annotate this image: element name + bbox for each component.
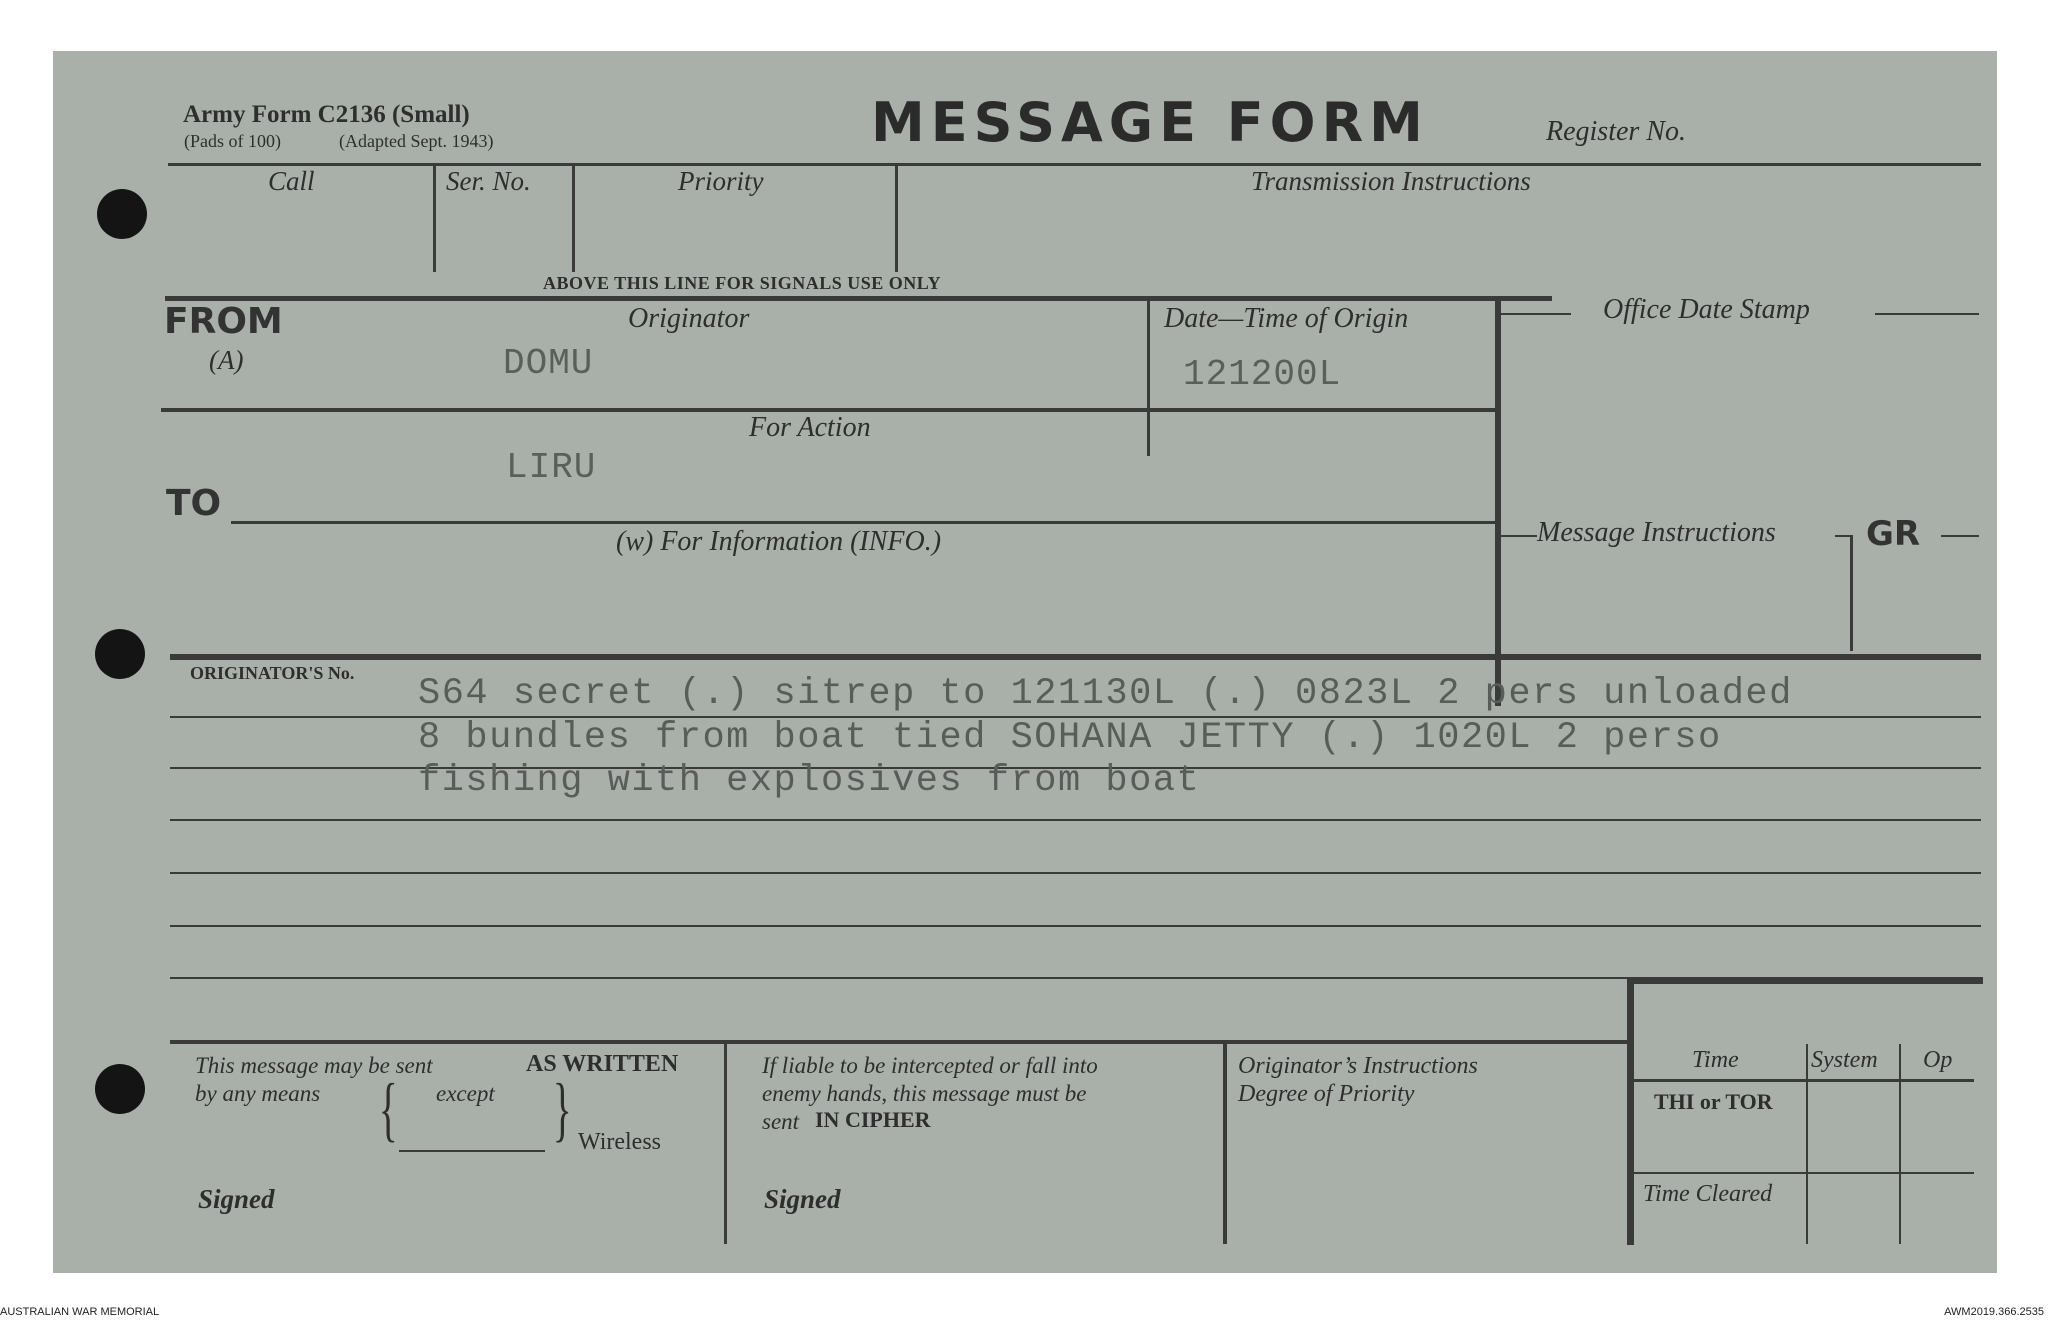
message-line-1: S64 secret (.) sitrep to 121130L (.) 0823L 2 pers unloaded [418,673,1793,715]
message-form-card [53,51,1997,1273]
except-label: except [436,1081,495,1106]
left-brace: { [378,1069,398,1149]
header-rule [168,163,1981,166]
office-stamp-rule-right [1875,313,1979,315]
except-blank-rule [399,1150,545,1152]
time-box-divider-1 [1806,1044,1808,1244]
originator-value: DOMU [503,343,594,384]
time-box-header-rule [1634,1079,1974,1082]
message-rule-5 [170,925,1981,927]
footer-left-credit: AUSTRALIAN WAR MEMORIAL [0,1306,160,1318]
sent-line-1-b: AS WRITTEN [526,1051,679,1077]
main-box-right-rule [1495,296,1501,706]
cipher-line-1: If liable to be intercepted or fall into [762,1053,1098,1078]
for-information-label: (w) For Information (INFO.) [616,526,942,557]
sent-line-1-a: This message may be sent [195,1053,433,1078]
time-box-left-rule [1627,977,1634,1245]
cipher-line-2: enemy hands, this message must be [762,1081,1087,1106]
gr-divider [1850,535,1853,651]
date-divider [1147,299,1150,456]
op-label: Op [1923,1047,1953,1073]
signed-label-1: Signed [198,1184,275,1214]
bottom-divider-2 [1223,1044,1227,1244]
sent-line-2: by any means [195,1081,321,1106]
office-stamp-rule-left [1501,313,1571,315]
from-sub-label: (A) [209,345,244,375]
date-time-value: 121200L [1183,354,1342,395]
main-box-top-rule [165,296,1552,301]
priority-label: Priority [678,166,764,196]
cipher-line-3-b: IN CIPHER [815,1107,931,1132]
wireless-label: Wireless [578,1129,662,1155]
signed-label-2: Signed [764,1184,841,1214]
for-action-label: For Action [749,412,871,443]
footer-right-accession: AWM2019.366.2535 [1944,1306,2044,1318]
originators-no-label: ORIGINATOR'S No. [190,663,355,683]
time-box-mid-rule [1634,1172,1974,1174]
gr-rule-left [1835,535,1851,537]
punch-hole-bottom [95,1064,145,1114]
originators-instructions-label: Originator’s Instructions [1238,1053,1478,1079]
thi-tor-label: THI or TOR [1654,1089,1773,1114]
message-instructions-rule-left [1501,535,1537,537]
signals-use-only-label: ABOVE THIS LINE FOR SIGNALS USE ONLY [543,273,942,293]
army-form-label: Army Form C2136 (Small) [183,101,470,128]
time-box-top-rule [1631,977,1983,984]
page-title: MESSAGE FORM [871,91,1429,154]
date-time-label: Date—Time of Origin [1164,303,1409,334]
gr-label: GR [1866,514,1921,554]
time-cleared-label: Time Cleared [1643,1181,1773,1207]
transmission-instructions-label: Transmission Instructions [1251,166,1531,196]
call-label: Call [268,166,315,196]
message-rule-4 [170,872,1981,874]
gr-rule-right [1941,535,1979,537]
to-rule [231,521,1496,524]
system-label: System [1811,1047,1878,1073]
message-instructions-label: Message Instructions [1537,517,1776,548]
bottom-divider-1 [724,1044,727,1244]
cipher-line-3-a: sent [762,1109,800,1134]
signals-divider-1 [433,166,436,272]
time-label: Time [1692,1047,1739,1073]
message-line-2: 8 bundles from boat tied SOHANA JETTY (.) 1020L 2 perso [418,717,1722,759]
to-label: TO [166,483,222,524]
punch-hole-middle [95,629,145,679]
message-rule-3 [170,819,1981,821]
message-line-3: fishing with explosives from boat [418,760,1201,802]
for-action-value: LIRU [506,447,597,488]
bottom-section-rule [170,1040,1633,1044]
originator-label: Originator [628,303,750,334]
message-top-rule [170,654,1981,660]
register-no-label: Register No. [1546,116,1686,147]
adapted-label: (Adapted Sept. 1943) [339,131,494,151]
right-brace: } [552,1069,572,1149]
punch-hole-top [97,189,147,239]
signals-divider-3 [895,166,898,272]
time-box-divider-2 [1899,1044,1901,1244]
signals-divider-2 [572,166,575,272]
office-date-stamp-label: Office Date Stamp [1603,294,1810,325]
from-label: FROM [164,301,283,342]
pads-label: (Pads of 100) [184,131,281,151]
degree-of-priority-label: Degree of Priority [1238,1081,1415,1107]
ser-no-label: Ser. No. [446,166,531,196]
